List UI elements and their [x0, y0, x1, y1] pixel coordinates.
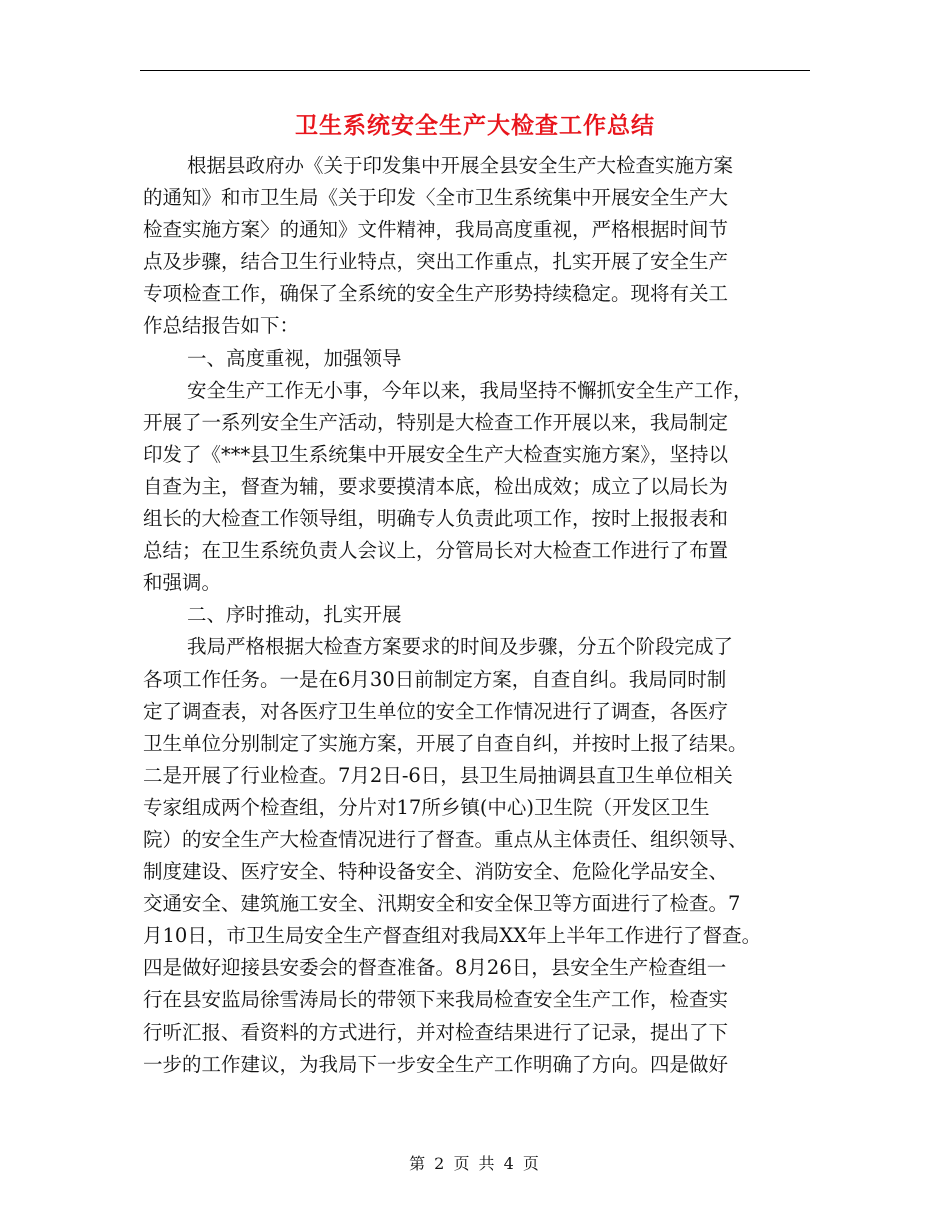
text-line: 定了调查表，对各医疗卫生单位的安全工作情况进行了调查，各医疗 — [143, 699, 729, 723]
text-line: 二、序时推动，扎实开展 — [187, 603, 402, 627]
text-line: 二是开展了行业检查。7月2日-6日，县卫生局抽调县直卫生单位相关 — [143, 763, 733, 787]
text-line: 专项检查工作，确保了全系统的安全生产形势持续稳定。现将有关工 — [143, 282, 729, 306]
text-line: 行听汇报、看资料的方式进行，并对检查结果进行了记录，提出了下 — [143, 1020, 729, 1044]
text-line: 总结；在卫生系统负责人会议上，分管局长对大检查工作进行了布置 — [143, 539, 729, 563]
document-title: 卫生系统安全生产大检查工作总结 — [295, 112, 655, 139]
text-line: 行在县安监局徐雪涛局长的带领下来我局检查安全生产工作，检查实 — [143, 988, 729, 1012]
text-line: 卫生单位分别制定了实施方案，开展了自查自纠，并按时上报了结果。 — [143, 731, 748, 755]
text-line: 专家组成两个检查组，分片对17所乡镇(中心)卫生院（开发区卫生 — [143, 795, 710, 819]
text-line: 交通安全、建筑施工安全、汛期安全和安全保卫等方面进行了检查。7 — [143, 892, 741, 916]
text-line: 一、高度重视，加强领导 — [187, 346, 402, 370]
document-body — [143, 150, 810, 1081]
text-line: 四是做好迎接县安委会的督查准备。8月26日，县安全生产检查组一 — [143, 956, 727, 980]
text-line: 月10日，市卫生局安全生产督查组对我局XX年上半年工作进行了督查。 — [143, 924, 762, 948]
text-line: 院）的安全生产大检查情况进行了督查。重点从主体责任、组织领导、 — [143, 827, 748, 851]
text-line: 组长的大检查工作领导组，明确专人负责此项工作，按时上报报表和 — [143, 507, 729, 531]
page-number: 第 2 页 共 4 页 — [409, 1154, 541, 1173]
text-line: 各项工作任务。一是在6月30日前制定方案，自查自纠。我局同时制 — [143, 667, 727, 691]
text-line: 自查为主，督查为辅，要求要摸清本底，检出成效；成立了以局长为 — [143, 474, 729, 498]
text-line: 点及步骤，结合卫生行业特点，突出工作重点，扎实开展了安全生产 — [143, 250, 729, 274]
header-rule — [140, 70, 810, 71]
text-line: 检查实施方案〉的通知》文件精神，我局高度重视，严格根据时间节 — [143, 218, 729, 242]
text-line: 和强调。 — [143, 571, 222, 595]
text-line: 作总结报告如下： — [143, 314, 300, 338]
text-line: 制度建设、医疗安全、特种设备安全、消防安全、危险化学品安全、 — [143, 860, 729, 884]
text-line: 印发了《***县卫生系统集中开展安全生产大检查实施方案》，坚持以 — [143, 442, 729, 466]
text-line: 的通知》和市卫生局《关于印发〈全市卫生系统集中开展安全生产大 — [143, 186, 729, 210]
text-line: 开展了一系列安全生产活动，特别是大检查工作开展以来，我局制定 — [143, 410, 729, 434]
text-line: 一步的工作建议，为我局下一步安全生产工作明确了方向。四是做好 — [143, 1052, 729, 1076]
text-line: 根据县政府办《关于印发集中开展全县安全生产大检查实施方案 — [187, 154, 734, 177]
text-line: 安全生产工作无小事，今年以来，我局坚持不懈抓安全生产工作， — [187, 378, 753, 402]
text-line: 我局严格根据大检查方案要求的时间及步骤，分五个阶段完成了 — [187, 635, 734, 659]
